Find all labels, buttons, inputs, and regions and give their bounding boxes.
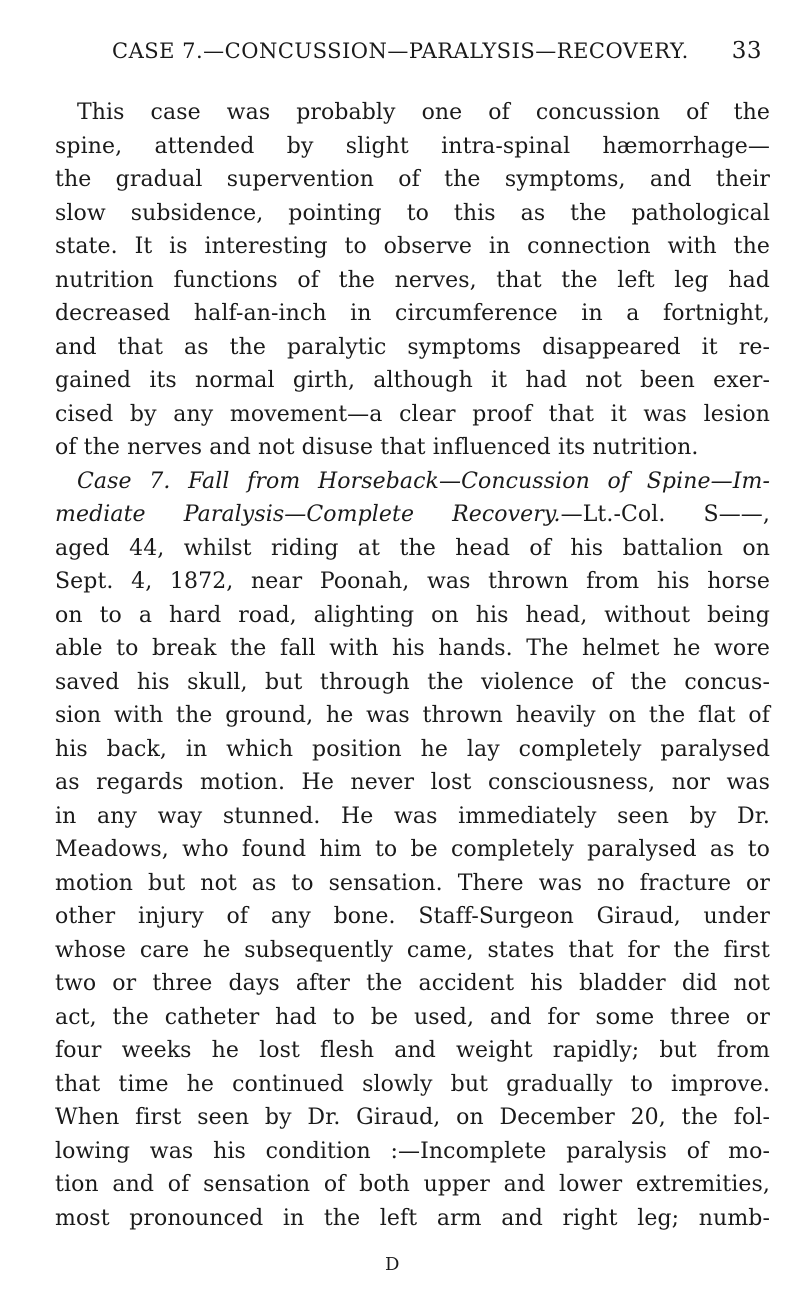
text-line: saved his skull, but through the violence of the concus- [55, 669, 770, 695]
text-line: in any way stunned. He was immediately seen by Dr. [55, 803, 770, 829]
text-line: gained its normal girth, although it had not been exer- [55, 368, 770, 393]
text-line: state. It is interesting to observe in connection with the [55, 234, 770, 259]
text-line: spine, attended by slight intra-spinal hæmorrhage— [55, 133, 770, 159]
text-line: and that as the paralytic symptoms disappeared it re- [55, 334, 770, 360]
text-line: lowing was his condition :—Incomplete paralysis of mo- [55, 1138, 770, 1164]
text-line: able to break the fall with his hands. The helmet he wore [55, 636, 770, 661]
text-line: motion but not as to sensation. There was no fracture or [55, 870, 770, 896]
text-line: Sept. 4, 1872, near Poonah, was thrown from his horse [55, 569, 770, 594]
text-line: aged 44, whilst riding at the head of his battalion on [55, 535, 770, 561]
signature-mark: D [385, 1254, 400, 1275]
text-line: most pronounced in the left arm and right leg; numb- [55, 1205, 770, 1231]
case-heading-patient: —Lt.-Col. S——, [560, 502, 770, 527]
text-line: that time he continued slowly but gradually to improve. [55, 1071, 770, 1097]
text-line: Meadows, who found him to be completely paralysed as to [55, 837, 770, 862]
case-heading-title: Case 7. Fall from Horseback—Concussion of Spine—Im- [77, 468, 770, 494]
text-line: his back, in which position he lay completely paralysed [55, 736, 770, 762]
text-line: two or three days after the accident his bladder did not [55, 971, 770, 996]
text-line: decreased half-an-inch in circumference in a fortnight, [55, 301, 770, 326]
running-title: CASE 7.—CONCUSSION—PARALYSIS—RECOVERY. [112, 39, 689, 63]
text-line: This case was probably one of concussion of the [77, 100, 770, 125]
text-line: slow subsidence, pointing to this as the pathological [55, 200, 770, 226]
text-line: the gradual supervention of the symptoms, and their [55, 167, 770, 192]
text-line: four weeks he lost flesh and weight rapidly; but from [55, 1038, 770, 1063]
text-line: sion with the ground, he was thrown heavily on the flat of [55, 703, 770, 728]
body-text [55, 96, 770, 1235]
running-head [112, 34, 762, 68]
case-heading-line-1 [55, 465, 770, 499]
case-heading-subtitle: mediate Paralysis—Complete Recovery. [55, 502, 561, 527]
text-line: tion and of sensation of both upper and lower extremities, [55, 1172, 770, 1197]
page-number: 33 [731, 38, 762, 64]
text-line: as regards motion. He never lost consciousness, nor was [55, 770, 770, 795]
text-line: whose care he subsequently came, states that for the first [55, 937, 770, 963]
text-line: on to a hard road, alighting on his head, without being [55, 602, 770, 628]
text-line: nutrition functions of the nerves, that the left leg had [55, 267, 770, 293]
text-line: of the nerves and not disuse that influenced its nutrition. [55, 435, 699, 460]
text-line: other injury of any bone. Staff-Surgeon Giraud, under [55, 904, 770, 929]
text-line: When first seen by Dr. Giraud, on December 20, the fol- [55, 1105, 770, 1130]
case-heading-line-2 [55, 498, 770, 532]
text-line: act, the catheter had to be used, and for some three or [55, 1004, 770, 1030]
text-line: cised by any movement—a clear proof that it was lesion [55, 401, 770, 427]
